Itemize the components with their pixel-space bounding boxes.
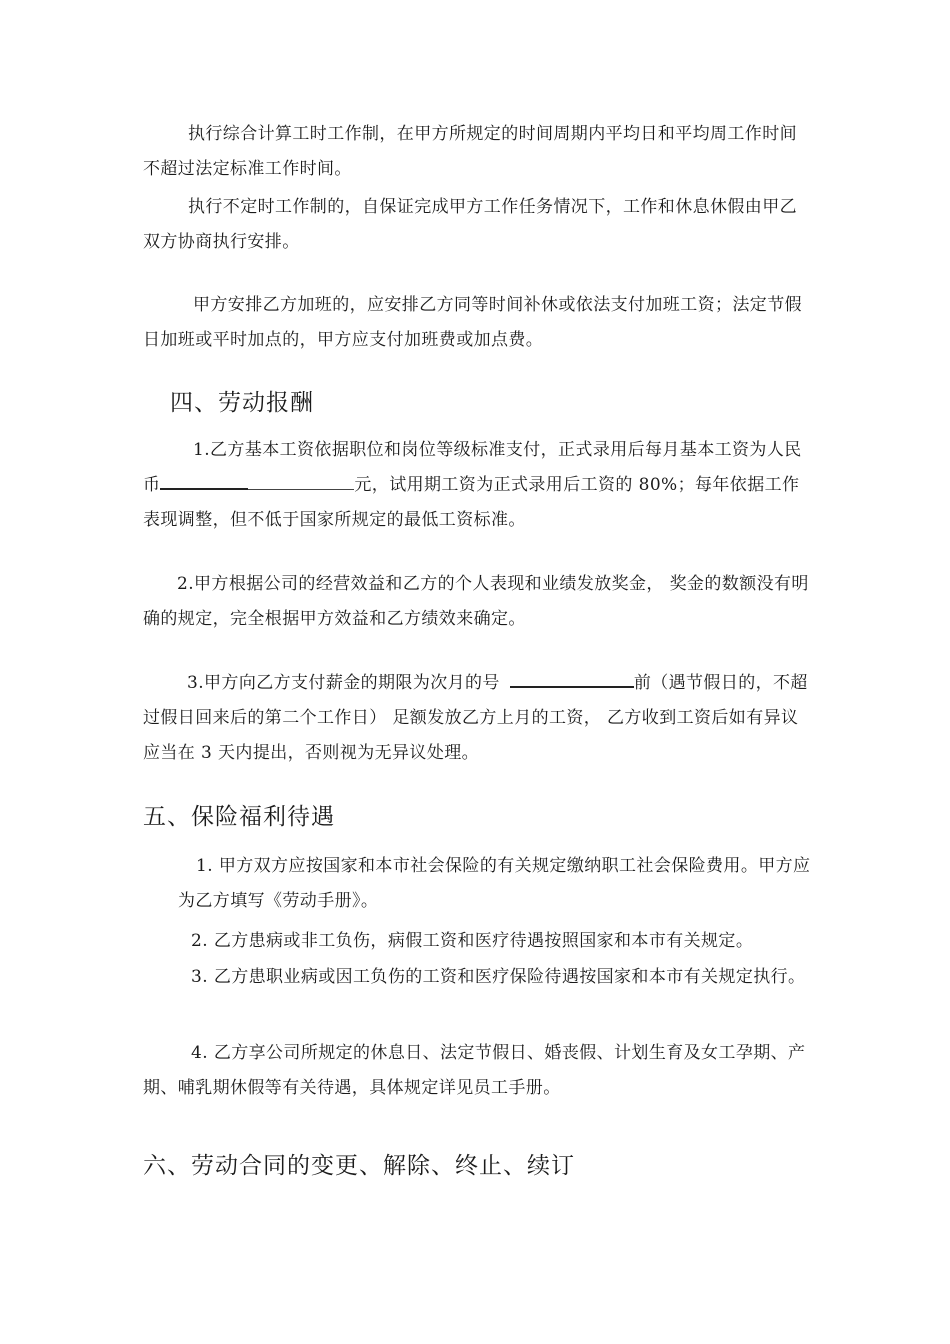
- section-heading-insurance: 五、保险福利待遇: [143, 804, 335, 830]
- compensation-item-1-text-a: 1.乙方基本工资依据职位和岗位等级标准支付，正式录用后每月基本工资为人民币: [143, 440, 802, 495]
- insurance-item-1: 1. 甲方双方应按国家和本市社会保险的有关规定缴纳职工社会保险费用。甲方应为乙方填写《劳动手册》。: [178, 856, 811, 911]
- paragraph-overtime: 甲方安排乙方加班的，应安排乙方同等时间补休或依法支付加班工资；法定节假日加班或平时加点的，甲方应支付加班费或加点费。: [143, 295, 802, 350]
- compensation-item-3-text-a: 3.甲方向乙方支付薪金的期限为次月的号: [187, 673, 500, 693]
- salary-blank-line[interactable]: [160, 488, 248, 490]
- compensation-item-3-text-b: 前（遇节假日的，不超过假日回来后的第二个工作日） 足额发放乙方上月的工资， 乙方收到工资后如有异议应当在 3 天内提出，否则视为无异议处理。: [143, 673, 808, 763]
- compensation-item-1-text-b: 元，试用期工资为正式录用后工资的 80%；每年依据工作表现调整，但不低于国家所规定的最低工资标准。: [143, 475, 800, 530]
- insurance-item-3: 3. 乙方患职业病或因工负伤的工资和医疗保险待遇按国家和本市有关规定执行。: [191, 967, 806, 987]
- insurance-item-4: 4. 乙方享公司所规定的休息日、法定节假日、婚丧假、计划生育及女工孕期、产期、哺乳期休假等有关待遇，具体规定详见员工手册。: [143, 1043, 806, 1098]
- salary-blank-line-extension: [248, 489, 354, 490]
- compensation-item-1: [143, 433, 813, 538]
- section-heading-compensation: 四、劳动报酬: [170, 390, 314, 416]
- insurance-item-2: 2. 乙方患病或非工负伤，病假工资和医疗待遇按照国家和本市有关规定。: [191, 931, 754, 951]
- section-heading-contract-changes: 六、劳动合同的变更、解除、终止、续订: [143, 1153, 575, 1179]
- compensation-item-3: [143, 666, 813, 771]
- payday-blank-line[interactable]: [510, 686, 634, 688]
- paragraph-flexible-hours: 执行不定时工作制的，自保证完成甲方工作任务情况下，工作和休息休假由甲乙双方协商执行安排。: [143, 197, 797, 252]
- paragraph-comprehensive-hours: 执行综合计算工时工作制，在甲方所规定的时间周期内平均日和平均周工作时间不超过法定标准工作时间。: [143, 124, 797, 179]
- compensation-item-2: 2.甲方根据公司的经营效益和乙方的个人表现和业绩发放奖金， 奖金的数额没有明确的规定，完全根据甲方效益和乙方绩效来确定。: [143, 574, 809, 629]
